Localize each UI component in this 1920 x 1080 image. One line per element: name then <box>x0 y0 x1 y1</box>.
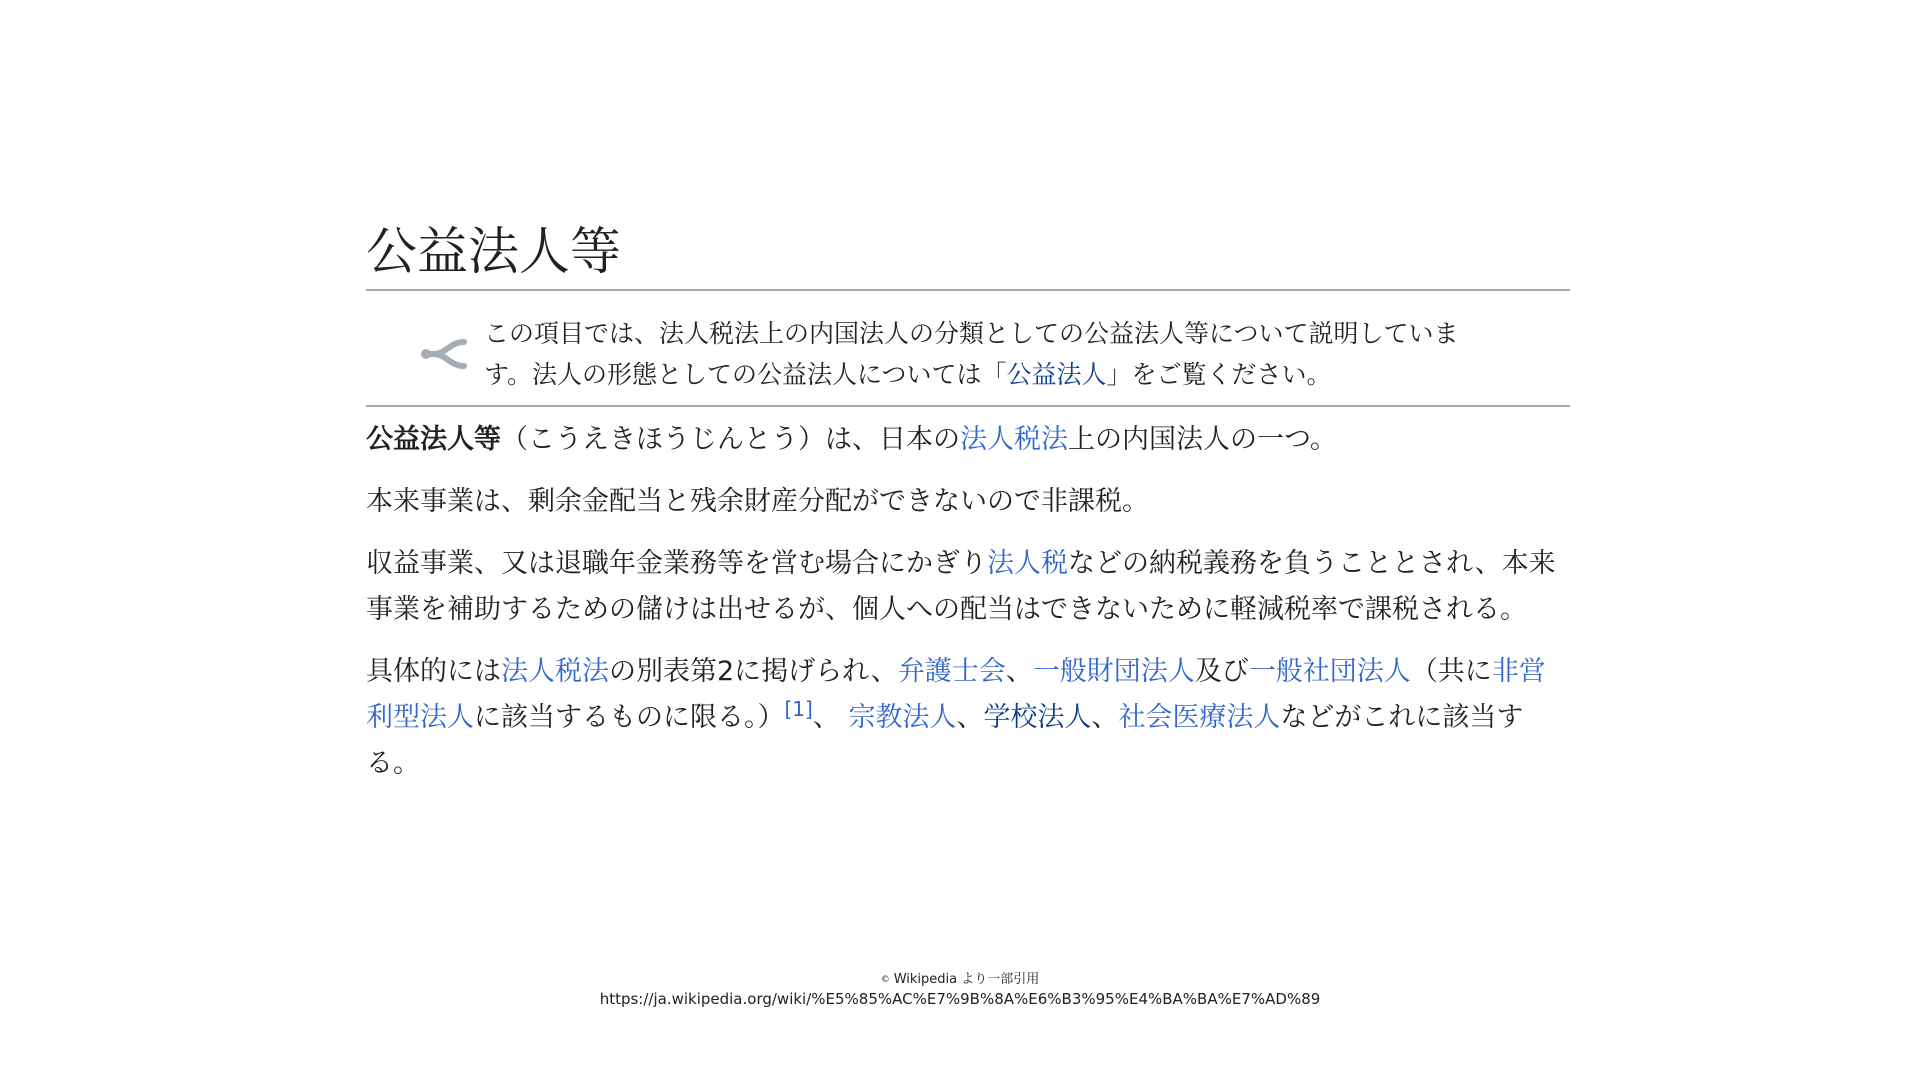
hatnote-text-1: この項目では、法人税法上の内国法人の分類としての公益法人等について説明していま <box>484 319 1459 349</box>
link-bengoshikai[interactable]: 弁護士会 <box>897 656 1006 688</box>
reference-1-link[interactable]: [1] <box>784 697 813 722</box>
source-url: https://ja.wikipedia.org/wiki/%E5%85%AC%E7%9B%8A%E6%B3%95%E4%BA%BA%E7%AD%89 <box>599 990 1321 1008</box>
para4-text-6: などがこれに該当する。 <box>366 702 1524 780</box>
hatnote <box>366 313 1570 407</box>
credit-text: Wikipedia より一部引用 <box>893 972 1040 987</box>
disambiguation-icon <box>420 334 470 374</box>
lead-reading: （こうえきほうじんとう）は、日本の <box>501 424 960 456</box>
para3-text-1: 収益事業、又は退職年金業務等を営む場合にかぎり <box>366 548 987 580</box>
para4-text-1: 具体的には <box>366 656 501 688</box>
lead-term: 公益法人等 <box>366 424 501 456</box>
para4-sep-4: 、 <box>1091 702 1119 734</box>
link-gakko-hojin[interactable]: 学校法人 <box>983 702 1092 734</box>
link-ippan-zaidan-hojin[interactable]: 一般財団法人 <box>1032 656 1195 688</box>
paragraph-3 <box>366 541 1570 633</box>
page-title: 公益法人等 <box>366 222 1570 291</box>
para3-text-2: などの納税義務を負うこととされ、本来事業を補助するための儲けは出せるが、個人への配当はできないために軽減税率で課税される。 <box>366 548 1556 626</box>
footer-credit <box>0 968 1920 987</box>
paragraph-2: 本来事業は、剰余金配当と残余財産分配ができないので非課税。 <box>366 486 1149 518</box>
copyright-symbol: © <box>880 974 890 985</box>
lead-rest: 上の内国法人の一つ。 <box>1068 424 1337 456</box>
para4-text-4: （共に <box>1410 656 1492 688</box>
para4-sep-2: 、 <box>812 702 849 734</box>
link-ippan-shadan-hojin[interactable]: 一般社団法人 <box>1248 656 1411 688</box>
paragraph-4 <box>366 649 1570 787</box>
wikipedia-article <box>366 222 1570 787</box>
link-hojinzeiho-2[interactable]: 法人税法 <box>501 656 609 688</box>
link-hojinzeiho[interactable]: 法人税法 <box>960 424 1068 456</box>
link-shukyo-hojin[interactable]: 宗教法人 <box>848 702 957 734</box>
para4-text-3: 及び <box>1194 656 1249 688</box>
para4-sep-3: 、 <box>956 702 984 734</box>
hatnote-text <box>484 313 1524 395</box>
para4-sep-1: 、 <box>1005 656 1033 688</box>
link-hieirigata-hojin[interactable]: 非営利型法人 <box>366 656 1546 734</box>
para4-text-2: の別表第2に掲げられ、 <box>609 656 898 688</box>
lead-paragraph <box>366 417 1570 463</box>
hatnote-text-2: す。法人の形態としての公益法人については「 <box>484 360 1007 390</box>
para4-text-5: に該当するものに限る。） <box>474 702 785 734</box>
link-koeki-hojin[interactable]: 公益法人 <box>1006 360 1107 390</box>
link-hojinzei[interactable]: 法人税 <box>987 548 1068 580</box>
link-shakai-iryo-hojin[interactable]: 社会医療法人 <box>1118 702 1281 734</box>
hatnote-text-3: 」をご覧ください。 <box>1106 360 1332 390</box>
